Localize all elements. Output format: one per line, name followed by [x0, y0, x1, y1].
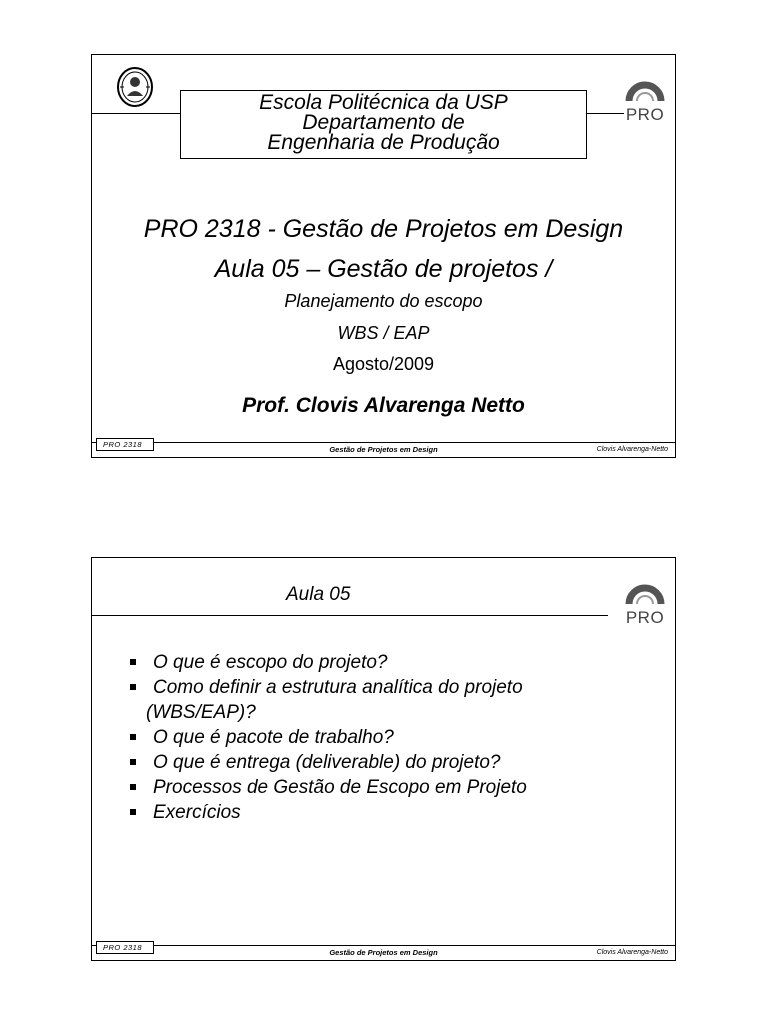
list-item-continuation: (WBS/EAP)?	[146, 702, 256, 723]
institution-line-1: Escola Politécnica da USP	[259, 91, 508, 114]
list-item: Como definir a estrutura analítica do projeto	[128, 675, 527, 700]
subtitle-wbs: WBS / EAP	[337, 323, 430, 343]
footer-author: Clovis Alvarenga-Netto	[596, 949, 668, 956]
footer-author: Clovis Alvarenga-Netto	[596, 446, 668, 453]
pro-logo-text: PRO	[625, 608, 665, 627]
list-item: O que é escopo do projeto?	[128, 650, 527, 675]
pro-logo-text: PRO	[625, 105, 665, 124]
professor-name: Prof. Clovis Alvarenga Netto	[242, 394, 525, 417]
slide-title: Aula 05	[286, 584, 351, 605]
bullet-square-icon	[130, 684, 136, 690]
footer-course-name: Gestão de Projetos em Design	[329, 948, 438, 957]
footer-course-name: Gestão de Projetos em Design	[329, 445, 438, 454]
university-seal-icon	[116, 66, 154, 108]
list-item: O que é entrega (deliverable) do projeto?	[128, 750, 527, 775]
header-rule-right	[586, 113, 624, 114]
header-rule	[92, 615, 608, 616]
bullet-square-icon	[130, 759, 136, 765]
bullet-square-icon	[130, 784, 136, 790]
bullet-square-icon	[130, 659, 136, 665]
slide-1	[91, 54, 676, 458]
institution-line-2: Departamento de	[302, 111, 465, 134]
slide-2	[91, 557, 676, 961]
footer-course-tag: PRO 2318	[96, 941, 154, 954]
institution-box	[180, 90, 587, 159]
footer-rule	[92, 442, 675, 443]
pro-logo-icon	[623, 67, 667, 125]
bullet-square-icon	[130, 734, 136, 740]
footer-rule	[92, 945, 675, 946]
date-label: Agosto/2009	[332, 354, 435, 374]
lecture-title: Aula 05 – Gestão de projetos /	[214, 255, 553, 283]
course-title: PRO 2318 - Gestão de Projetos em Design	[143, 215, 624, 243]
topic-list	[128, 650, 527, 825]
header-rule-left	[92, 113, 182, 114]
institution-line-3: Engenharia de Produção	[267, 131, 500, 154]
subtitle-scope: Planejamento do escopo	[284, 291, 483, 311]
pro-logo-icon	[623, 570, 667, 628]
list-item: Exercícios	[128, 800, 527, 825]
list-item: O que é pacote de trabalho?	[128, 725, 527, 750]
footer-course-tag: PRO 2318	[96, 438, 154, 451]
bullet-square-icon	[130, 809, 136, 815]
list-item: Processos de Gestão de Escopo em Projeto	[128, 775, 527, 800]
